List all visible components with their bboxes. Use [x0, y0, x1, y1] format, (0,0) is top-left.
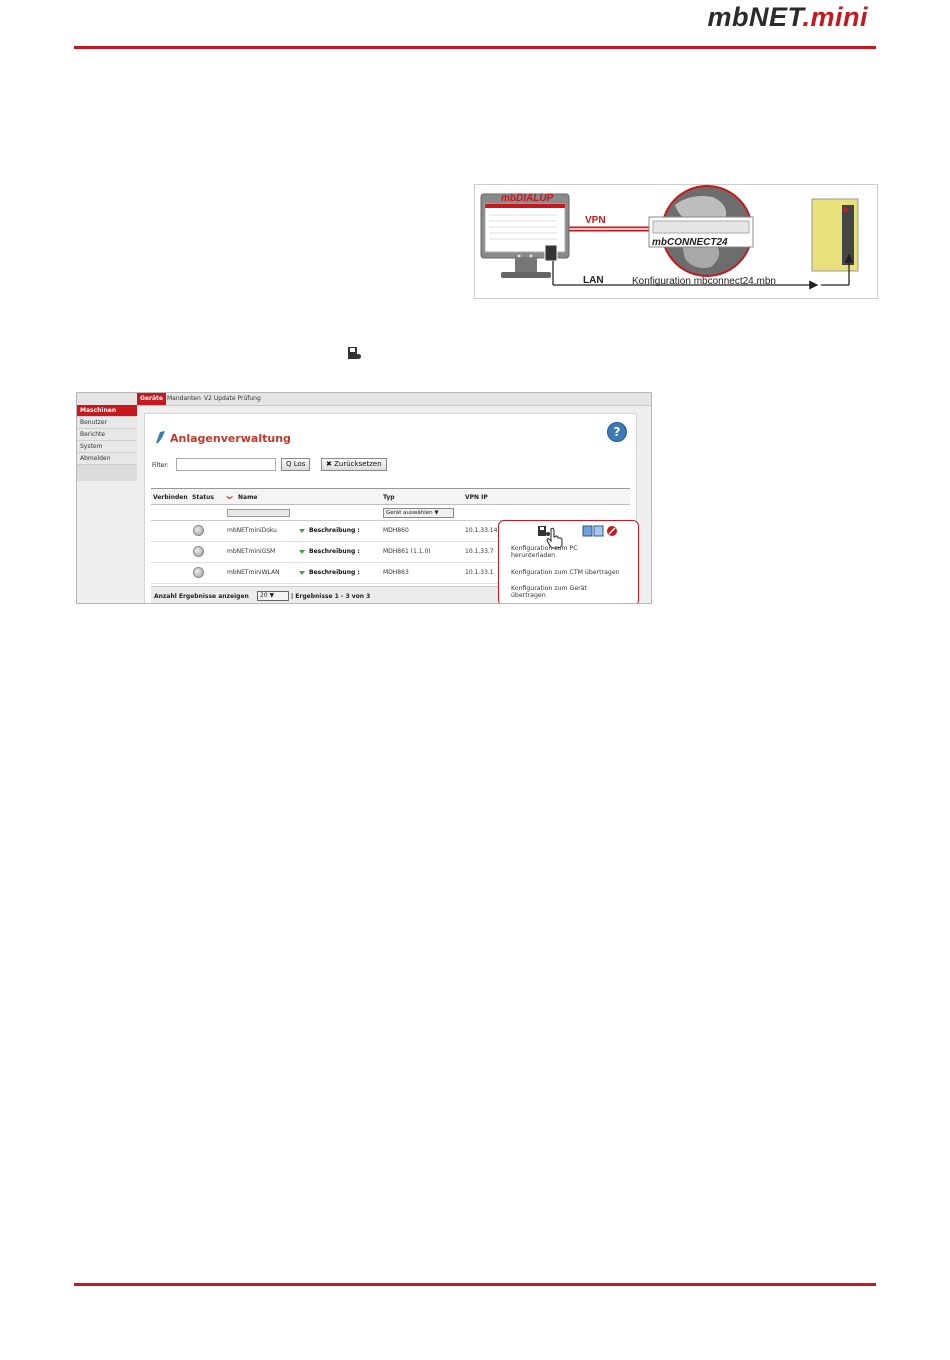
- device-ip: 10.1.33.1: [465, 569, 494, 576]
- diagram-svg: [475, 185, 877, 298]
- filter-row: [151, 504, 630, 521]
- page-size-label: Anzahl Ergebnisse anzeigen: [154, 593, 249, 600]
- connection-diagram: [474, 184, 878, 299]
- device-description: Beschreibung :: [309, 548, 360, 555]
- action-icons[interactable]: [582, 525, 622, 537]
- menu-item-transfer-ctm[interactable]: Konfiguration zum CTM übertragen: [511, 569, 620, 576]
- sidebar-item-berichte[interactable]: Berichte: [77, 429, 137, 441]
- ui-screenshot: [76, 392, 652, 604]
- diagram-config-label: Konfiguration mbconnect24.mbn: [632, 276, 776, 287]
- device-name[interactable]: mbNETminiDoku: [227, 527, 277, 534]
- sidebar-filler: [77, 465, 137, 481]
- monitor-base: [501, 272, 551, 278]
- sidebar-item-system[interactable]: System: [77, 441, 137, 453]
- menu-item-transfer-device[interactable]: Konfiguration zum Gerät übertragen: [511, 585, 587, 599]
- save-download-icon: [347, 346, 362, 360]
- sort-chevron-icon[interactable]: ❯: [226, 494, 234, 501]
- help-icon[interactable]: ?: [607, 422, 627, 442]
- col-status: Status: [192, 494, 214, 501]
- expand-triangle-icon[interactable]: [299, 529, 305, 533]
- config-context-menu: [498, 520, 639, 604]
- monitor-screen-bar: [485, 204, 565, 208]
- col-vpn-ip: VPN IP: [465, 494, 488, 501]
- device-name[interactable]: mbNETminiGSM: [227, 548, 276, 555]
- expand-triangle-icon[interactable]: [299, 571, 305, 575]
- col-name[interactable]: Name: [238, 494, 258, 501]
- col-verbinden: Verbinden: [153, 494, 188, 501]
- filter-label: Filter:: [152, 462, 169, 469]
- type-select[interactable]: Gerät auswählen ▼: [383, 508, 454, 518]
- name-filter-input[interactable]: [227, 509, 290, 517]
- sidebar-item-benutzer[interactable]: Benutzer: [77, 417, 137, 429]
- device-port-led: [843, 207, 848, 212]
- diagram-vpn-label: VPN: [585, 215, 606, 226]
- server-front: [653, 221, 749, 233]
- sidebar: [77, 405, 137, 481]
- monitor-button: [530, 255, 533, 258]
- results-count: | Ergebnisse 1 - 3 von 3: [291, 593, 371, 600]
- device-ports: [842, 205, 854, 265]
- tab-geraete[interactable]: Geräte: [137, 393, 166, 405]
- brand-logo: [707, 2, 868, 33]
- device-type: MDH861 (1.1.0): [383, 548, 431, 555]
- col-typ: Typ: [383, 494, 395, 501]
- top-navigation: [77, 393, 651, 406]
- page-size-select[interactable]: 20 ▼: [257, 591, 289, 601]
- status-icon: [193, 546, 204, 557]
- monitor-button: [518, 255, 521, 258]
- tab-update-pruefung[interactable]: V2 Update Prüfung: [204, 395, 261, 402]
- tab-mandanten[interactable]: Mandanten: [167, 395, 201, 402]
- sidebar-item-abmelden[interactable]: Abmelden: [77, 453, 137, 465]
- device-ip: 10.1.33.14: [465, 527, 498, 534]
- footer-rule: [74, 1283, 876, 1286]
- expand-triangle-icon[interactable]: [299, 550, 305, 554]
- monitor-stand: [515, 258, 537, 272]
- plant-icon: [154, 430, 167, 444]
- device-description: Beschreibung :: [309, 569, 360, 576]
- diagram-server-label: mbCONNECT24: [652, 237, 728, 248]
- device-description: Beschreibung :: [309, 527, 360, 534]
- sidebar-item-maschinen[interactable]: Maschinen: [77, 405, 137, 417]
- los-button[interactable]: Q Los: [281, 458, 310, 471]
- menu-item-download-pc[interactable]: Konfiguration zum PC herunterladen: [511, 545, 578, 559]
- status-icon: [193, 567, 204, 578]
- device-type: MDH860: [383, 527, 409, 534]
- diagram-lan-label: LAN: [583, 275, 604, 286]
- header-rule: [74, 46, 876, 49]
- reset-button[interactable]: ✖ Zurücksetzen: [321, 458, 387, 471]
- filter-input[interactable]: [176, 458, 276, 471]
- logo-part-mini: .mini: [802, 2, 868, 32]
- device-type: MDH863: [383, 569, 409, 576]
- device-name[interactable]: mbNETminiWLAN: [227, 569, 280, 576]
- logo-part-mbnet: mbNET: [707, 2, 803, 32]
- page-title: Anlagenverwaltung: [170, 432, 291, 445]
- device-ip: 10.1.33.7: [465, 548, 494, 555]
- diagram-software-label: mbDIALUP: [501, 193, 554, 204]
- usb-device-icon: [545, 245, 557, 261]
- table-header: [151, 488, 630, 505]
- status-icon: [193, 525, 204, 536]
